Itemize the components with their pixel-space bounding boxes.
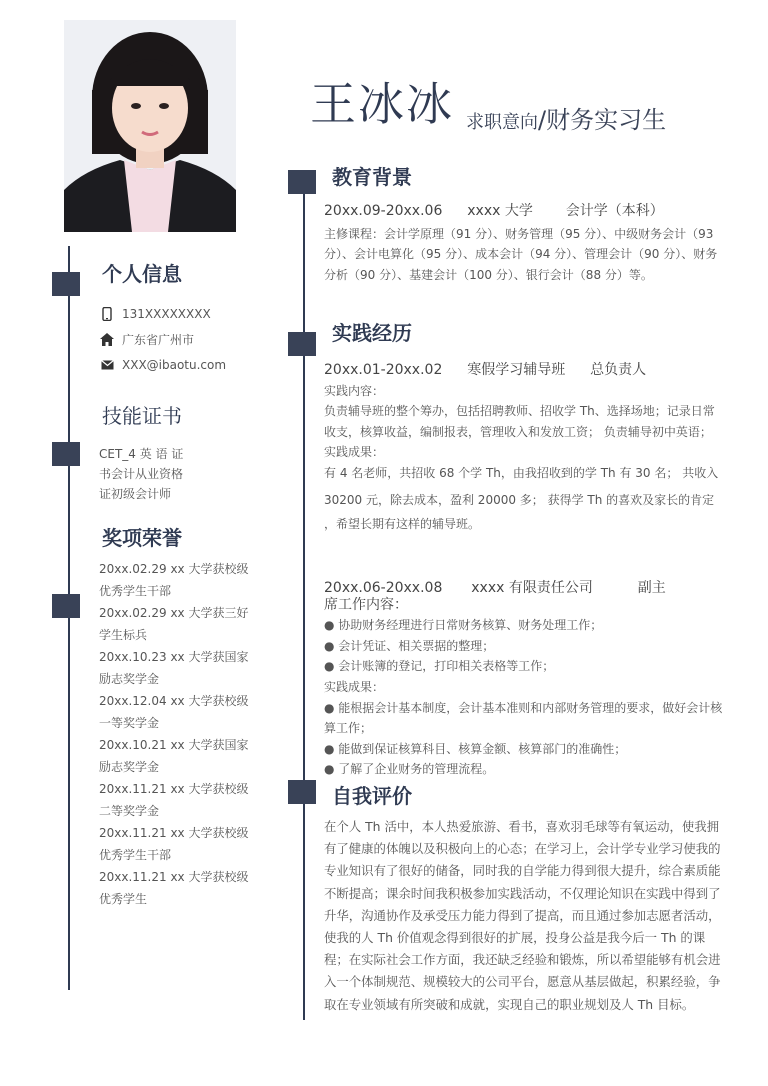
job1-role: 总负责人 xyxy=(590,362,647,378)
email-text: XXX@ibaotu.com xyxy=(122,358,227,372)
practice-job-1 xyxy=(324,360,724,535)
skill-item: 书会计从业资格 xyxy=(99,467,184,481)
award-item: 20xx.12.04 xx 大学获校级一等奖学金 xyxy=(99,694,249,730)
job-intent-label: 求职意向 xyxy=(466,112,538,133)
profile-photo xyxy=(64,20,236,232)
award-item: 20xx.11.21 xx 大学获校级二等奖学金 xyxy=(99,782,249,818)
job2-org: xxxx 有限责任公司 xyxy=(471,580,593,596)
phone-number: 131XXXXXXXX xyxy=(122,307,211,321)
timeline-marker xyxy=(288,332,316,356)
practice-job-2 xyxy=(324,578,724,780)
education-title: 教育背景 xyxy=(332,165,412,189)
education-major: 会计学（本科） xyxy=(565,203,664,219)
job1-org: 寒假学习辅导班 xyxy=(467,362,566,378)
skill-item: 证初级会计师 xyxy=(99,487,172,501)
left-timeline xyxy=(68,246,70,990)
skills-title: 技能证书 xyxy=(102,404,182,428)
timeline-marker xyxy=(288,170,316,194)
award-item: 20xx.11.21 xx 大学获校级优秀学生干部 xyxy=(99,826,249,862)
job1-line: 30200 元，除去成本，盈利 20000 多； 获得学 Th 的喜欢及家长的肯定 xyxy=(324,492,715,507)
phone-row xyxy=(100,303,211,325)
skill-item: CET_4 英 语 证 xyxy=(99,447,184,461)
job1-line: 实践成果： xyxy=(324,445,385,460)
self-eval-title: 自我评价 xyxy=(332,784,412,808)
job1-header xyxy=(324,360,724,381)
job2-line: 实践成果： xyxy=(324,679,385,694)
email-row xyxy=(100,354,226,376)
job1-line: ，希望长期有这样的辅导班。 xyxy=(324,517,481,532)
education-header xyxy=(324,201,724,222)
job2-line: ● 协助财务经理进行日常财务核算、财务处理工作； xyxy=(324,618,603,633)
job1-period: 20xx.01-20xx.02 xyxy=(324,362,443,378)
timeline-marker xyxy=(52,594,80,618)
skills-list xyxy=(99,444,209,504)
location-row xyxy=(100,328,194,350)
award-item: 20xx.02.29 xx 大学获校级优秀学生干部 xyxy=(99,562,249,598)
job2-line: ● 会计凭证、相关票据的整理； xyxy=(324,638,495,653)
job-intent-slash: / xyxy=(538,106,547,134)
self-eval-text: 在个人 Th 活中，本人热爱旅游、看书，喜欢羽毛球等有氧运动，使我拥有了健康的体魄以及积极向上的心态；在学习上，会计学专业学习使我的专业知识有了很好的储备，同时我的自学能力得到很大提升，综合素质能不断提高；课余时间我积极参加实践活动，不仅理论知识在实践中得到了升华，沟通协作及承受压力能力得到了提高，而且通过参加志愿者活动，使我的人 Th 价值观念得到很好的扩展，投身公益是我今后一 Th 的课程；在实际社会工作方面，我还缺乏经验和锻炼，所以希望能够有机会进入一个体制规范、规模较大的公司平台，愿意从基层做起，积累经验，争取在专业领域有所突破和成就，实现自己的职业规划及人 Th 目标。 xyxy=(324,819,721,1012)
personal-info-title: 个人信息 xyxy=(102,262,182,286)
award-item: 20xx.10.21 xx 大学获国家励志奖学金 xyxy=(99,738,249,774)
right-timeline xyxy=(303,175,305,1020)
job1-line: 实践内容： xyxy=(324,383,385,398)
education-courses: 主修课程：会计学原理（91 分）、财务管理（95 分）、中级财务会计（93 分）、会计电算化（95 分）、成本会计（94 分）、管理会计（90 分）、财务分析（90 分）、基建会计（100 分）、银行会计（88 分）等。 xyxy=(324,226,718,282)
practice-title: 实践经历 xyxy=(332,321,412,345)
awards-list xyxy=(99,558,249,910)
education-block xyxy=(324,201,724,285)
job2-role-continued: 席工作内容： xyxy=(324,596,408,613)
award-item: 20xx.02.29 xx 大学获三好学生标兵 xyxy=(99,606,249,642)
timeline-marker xyxy=(52,442,80,466)
home-icon xyxy=(100,332,114,346)
award-item: 20xx.10.23 xx 大学获国家励志奖学金 xyxy=(99,650,249,686)
job2-line: ● 会计账簿的登记，打印相关表格等工作； xyxy=(324,659,555,674)
job1-line: 负责辅导班的整个筹办，包括招聘教师、招收学 Th、选择场地；记录日常收支，核算收益，编制报表，管理收入和发放工资； 负责辅导初中英语； xyxy=(324,404,715,439)
education-school: xxxx 大学 xyxy=(467,203,533,219)
job2-period: 20xx.06-20xx.08 xyxy=(324,580,443,596)
timeline-marker xyxy=(52,272,80,296)
education-period: 20xx.09-20xx.06 xyxy=(324,203,443,219)
job2-line: ● 能做到保证核算科目、核算金额、核算部门的准确性； xyxy=(324,741,627,756)
job2-line: ● 能根据会计基本制度，会计基本准则和内部财务管理的要求，做好会计核算工作； xyxy=(324,700,723,736)
job2-line: ● 了解了企业财务的管理流程。 xyxy=(324,762,495,777)
candidate-name: 王冰冰 xyxy=(310,77,454,131)
job-intent xyxy=(466,100,666,135)
location-text: 广东省广州市 xyxy=(122,332,195,347)
timeline-marker xyxy=(288,780,316,804)
avatar-illustration xyxy=(64,20,236,232)
job1-line: 有 4 名老师，共招收 68 个学 Th，由我招收到的学 Th 有 30 名； 共收入 xyxy=(324,465,719,480)
phone-icon xyxy=(100,307,114,321)
award-item: 20xx.11.21 xx 大学获校级优秀学生 xyxy=(99,870,249,906)
job2-role: 副主 xyxy=(637,580,666,596)
mail-icon xyxy=(100,358,114,372)
awards-title: 奖项荣誉 xyxy=(102,526,182,550)
job-intent-value: 财务实习生 xyxy=(546,106,667,134)
